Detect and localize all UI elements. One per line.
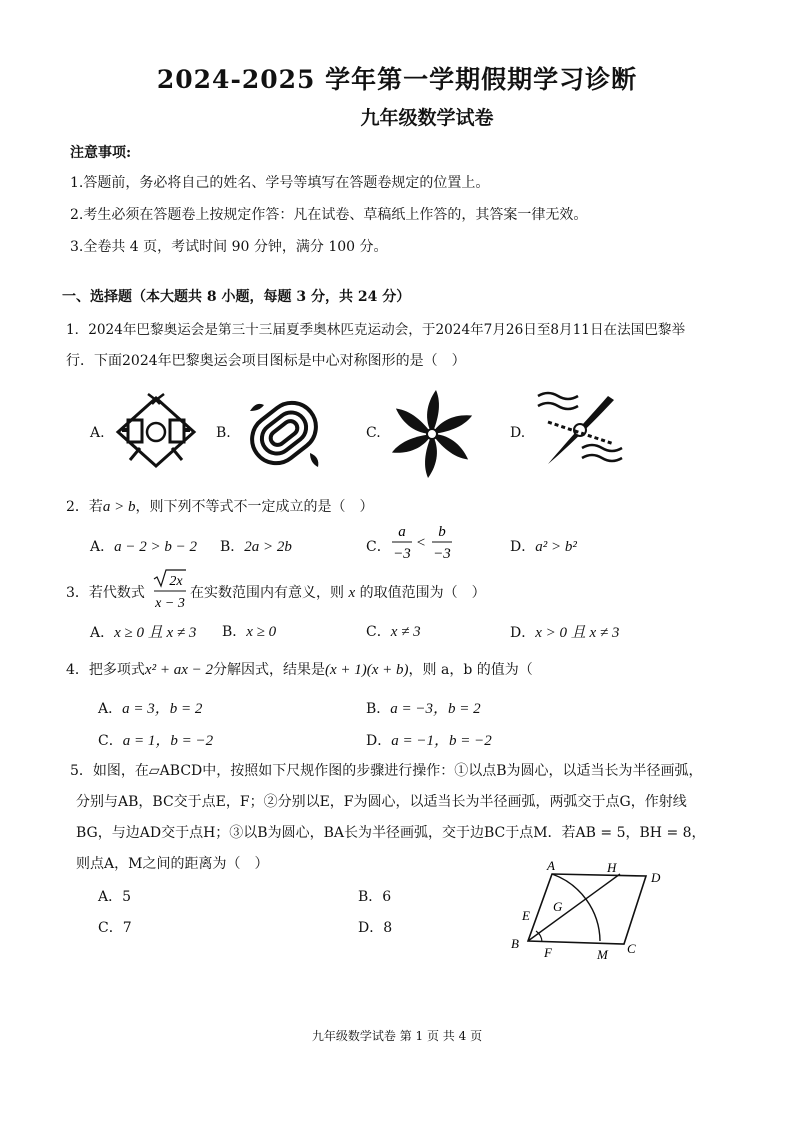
q5-option-a-value: 5 bbox=[122, 889, 132, 905]
label-f: F bbox=[544, 945, 552, 960]
fencing-icon bbox=[108, 390, 204, 472]
q3-option-c-label: C． bbox=[366, 624, 391, 640]
q2-option-d-expr: a² > b² bbox=[535, 539, 577, 555]
q2-c-den2: −3 bbox=[433, 546, 451, 562]
notice-heading: 注意事项: bbox=[70, 145, 132, 161]
q5-option-c-label: C． bbox=[98, 920, 123, 936]
q4-option-b-label: B． bbox=[366, 701, 391, 717]
q1-option-d-label: D. bbox=[510, 425, 526, 441]
q4-stem-post: ，则 a，b 的值为（ bbox=[408, 662, 533, 678]
q4-option-d-label: D． bbox=[366, 733, 392, 749]
q5-option-d-value: 8 bbox=[383, 920, 393, 936]
pinwheel-icon bbox=[384, 386, 480, 482]
q2-option-a-label: A． bbox=[90, 539, 115, 555]
q5-option-b-value: 6 bbox=[382, 889, 392, 905]
q3-stem-post: 在实数范围内有意义，则 bbox=[190, 585, 344, 601]
q1-option-c-label: C. bbox=[366, 425, 381, 441]
page-footer: 九年级数学试卷 第 1 页 共 4 页 bbox=[311, 1029, 483, 1043]
q4-option-d-expr: a = −1，b = −2 bbox=[391, 733, 492, 749]
q2-condition: a > b bbox=[102, 499, 136, 515]
label-b: B bbox=[511, 936, 519, 951]
q1-stem-line2: 行．下面2024年巴黎奥运会项目图标是中心对称图形的是（ ） bbox=[66, 353, 466, 369]
q5-option-d-label: D． bbox=[358, 920, 384, 936]
q3-option-a-label: A． bbox=[90, 625, 115, 641]
q2-option-b-expr: 2a > 2b bbox=[244, 539, 292, 555]
q2-c-num2: b bbox=[438, 524, 446, 540]
notice-item-3: 3.全卷共 4 页，考试时间 90 分钟，满分 100 分。 bbox=[70, 239, 388, 255]
q4-stem-mid: 分解因式，结果是 bbox=[212, 662, 325, 678]
q4-option-a-label: A． bbox=[98, 701, 123, 717]
q4-factors: (x + 1)(x + b) bbox=[324, 662, 409, 678]
q1-option-a-label: A. bbox=[90, 425, 105, 441]
q4-option-b-expr: a = −3，b = 2 bbox=[390, 701, 481, 717]
q3-option-a-expr: x ≥ 0 且 x ≠ 3 bbox=[114, 625, 197, 641]
label-a: A bbox=[547, 858, 555, 873]
exam-title: 2024-2025 学年第一学期假期学习诊断 bbox=[156, 65, 638, 94]
q5-stem-line1: 5．如图，在▱ABCD中，按照如下尺规作图的步骤进行操作：①以点B为圆心，以适当长为半径画弧， bbox=[70, 763, 703, 779]
q4-option-c-expr: a = 1，b = −2 bbox=[122, 733, 214, 749]
q3-stem-end: 的取值范围为（ ） bbox=[359, 585, 486, 601]
athletics-track-icon bbox=[240, 393, 328, 473]
label-e: E bbox=[522, 908, 530, 923]
q2-stem-pre: 2．若 bbox=[66, 499, 103, 515]
q3-radical-fraction bbox=[152, 568, 188, 612]
q5-stem-line4: 则点A，M之间的距离为（ ） bbox=[76, 856, 269, 872]
q3-option-b-expr: x ≥ 0 bbox=[246, 624, 277, 640]
q3-var: x bbox=[348, 585, 356, 601]
q3-option-d-expr: x > 0 且 x ≠ 3 bbox=[535, 625, 620, 641]
q2-option-c-fraction bbox=[390, 522, 460, 564]
label-d: D bbox=[651, 870, 661, 885]
q2-c-op: < bbox=[416, 535, 426, 551]
section-heading: 一、选择题（本大题共 8 小题，每题 3 分，共 24 分） bbox=[62, 289, 411, 305]
q3-frac-num: 2x bbox=[169, 574, 183, 589]
notice-item-2: 2.考生必须在答题卷上按规定作答：凡在试卷、草稿纸上作答的，其答案一律无效。 bbox=[70, 207, 588, 223]
parallelogram-figure bbox=[500, 856, 680, 968]
q2-c-num1: a bbox=[398, 524, 406, 540]
q5-stem-line2: 分别与AB，BC交于点E，F；②分别以E，F为圆心，以适当长为半径画弧，两弧交于点G，作射线 bbox=[76, 794, 687, 810]
q3-frac-den: x − 3 bbox=[155, 596, 185, 611]
q2-c-den1: −3 bbox=[393, 546, 411, 562]
q2-stem-post: ，则下列不等式不一定成立的是（ ） bbox=[135, 499, 374, 515]
q2-option-b-label: B． bbox=[220, 539, 245, 555]
q4-option-c-label: C． bbox=[98, 733, 123, 749]
q3-option-c-expr: x ≠ 3 bbox=[390, 624, 421, 640]
q5-stem-line3: BG，与边AD交于点H；③以B为圆心，BA长为半径画弧，交于边BC于点M．若AB = 5，BH = 8， bbox=[76, 825, 706, 841]
exam-subtitle: 九年级数学试卷 bbox=[360, 107, 494, 129]
ray-bg bbox=[528, 874, 620, 941]
q4-stem-pre: 4．把多项式 bbox=[66, 662, 145, 678]
parallelogram-abcd bbox=[528, 874, 646, 944]
label-c: C bbox=[627, 941, 636, 956]
q4-option-a-expr: a = 3，b = 2 bbox=[122, 701, 203, 717]
q5-option-b-label: B． bbox=[358, 889, 383, 905]
q2-option-a-expr: a − 2 > b − 2 bbox=[114, 539, 197, 555]
label-h: H bbox=[607, 860, 617, 875]
q5-option-c-value: 7 bbox=[122, 920, 132, 936]
q5-option-a-label: A． bbox=[98, 889, 123, 905]
q4-polynomial: x² + ax − 2 bbox=[144, 662, 213, 678]
q3-option-b-label: B． bbox=[222, 624, 247, 640]
notice-item-1: 1.答题前，务必将自己的姓名、学号等填写在答题卷规定的位置上。 bbox=[70, 175, 490, 191]
canoe-icon bbox=[534, 386, 626, 474]
q1-option-b-label: B. bbox=[216, 425, 231, 441]
q2-option-c-label: C． bbox=[366, 539, 391, 555]
q2-option-d-label: D． bbox=[510, 539, 536, 555]
label-g: G bbox=[553, 899, 563, 914]
q1-stem-line1: 1．2024年巴黎奥运会是第三十三届夏季奥林匹克运动会，于2024年7月26日至8月11日在法国巴黎举 bbox=[66, 322, 686, 338]
q3-stem-pre: 3．若代数式 bbox=[66, 585, 145, 601]
q3-option-d-label: D． bbox=[510, 625, 536, 641]
label-m: M bbox=[597, 947, 608, 962]
